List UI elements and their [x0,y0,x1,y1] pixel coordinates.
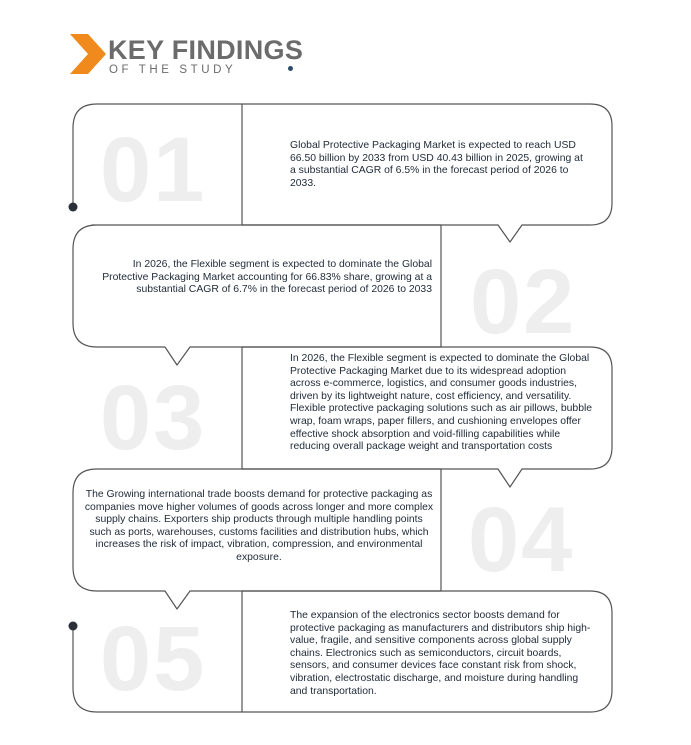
finding-text-01: Global Protective Packaging Market is expected to reach USD 66.50 billion by 2033 from USD 40.43 billion in 2025, growing at a substantial CAGR of 6.5% in the forecast period of 2026 to 2033. [290,140,583,189]
finding-text-05: The expansion of the electronics sector boosts demand for protective packaging as manufacturers and distributors ship high-value, fragile, and sensitive components across global supply chains. Electronics such as semiconductors, circuit boards, sensors, and consumer devices face constant risk from shock, vibration, electrostatic discharge, and moisture during handling and transportation. [290,610,591,697]
finding-number-04: 04 [468,489,575,591]
finding-text-04: The Growing international trade boosts demand for protective packaging as companies move higher volumes of goods across longer and more complex supply chains. Exporters ship products through multiple handling points such as ports, warehouses, customs facilities and distribution hubs, which increases the risk of impact, vibration, compression, and environmental exposure. [84,489,434,563]
finding-number-01: 01 [100,119,207,221]
page-title: KEY FINDINGS [108,35,304,65]
flow-start-dot [69,203,78,212]
finding-number-03: 03 [100,367,207,469]
finding-text-02: In 2026, the Flexible segment is expected to dominate the Global Protective Packaging Market accounting for 66.83% share, growing at a substantial CAGR of 6.7% in the forecast period of 2026 to 2033 [102,259,432,296]
finding-number-05: 05 [100,608,207,710]
finding-text-03: In 2026, the Flexible segment is expected to dominate the Global Protective Packaging Market due to its widespread adoption across e-commerce, logistics, and consumer goods industries, driven by its lightweight nature, cost efficiency, and versatility. Flexible protective packaging solutions such as air pillows, bubble wrap, foam wraps, paper fillers, and cushioning envelopes offer effective shock absorption and void-filling capabilities while reducing overall package weight and transportation costs [290,353,593,453]
page-subtitle: OF THE STUDY [109,64,237,76]
flow-end-dot [69,622,78,631]
finding-number-02: 02 [470,251,577,353]
finding-01-connector [73,104,97,207]
